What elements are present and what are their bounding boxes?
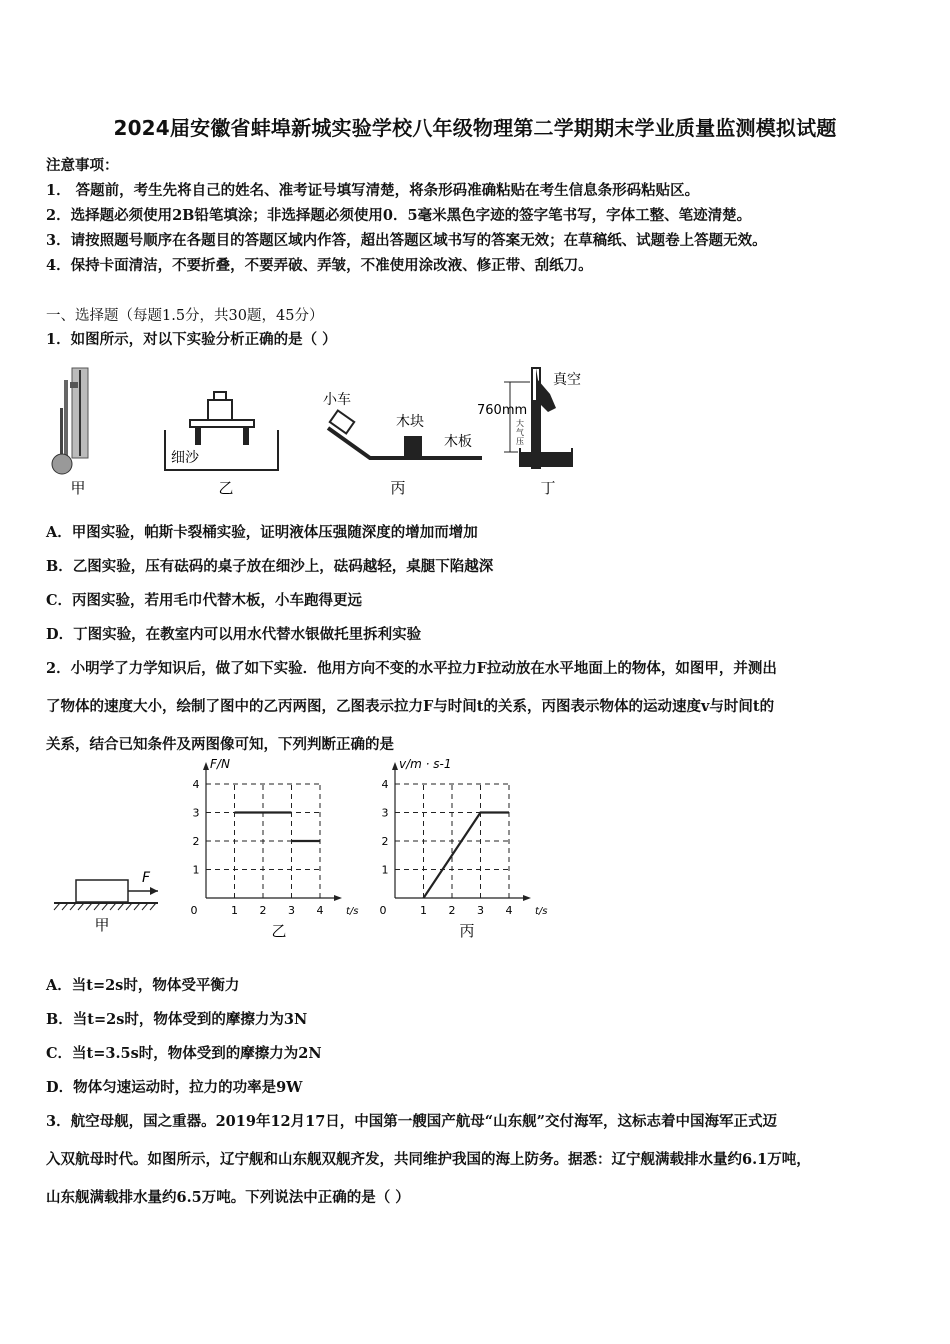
label-force-f: F — [142, 870, 151, 886]
y-tick-label: 2 — [192, 835, 200, 848]
x-tick-label: 2 — [448, 904, 456, 917]
q2-stem-1: 2．小明学了力学知识后，做了如下实验．他用方向不变的水平拉力F拉动放在水平地面上的物体，如图甲，并测出 — [46, 660, 777, 677]
figure-jia-barrel — [52, 368, 88, 474]
q1-option-b: B．乙图实验，压有砝码的桌子放在细沙上，砝码越轻，桌腿下陷越深 — [46, 558, 494, 575]
q2-option-d: D．物体匀速运动时，拉力的功率是9W — [46, 1079, 303, 1096]
y-tick-label: 4 — [381, 778, 389, 791]
label-atm-3: 压 — [516, 437, 524, 446]
label-sand: 细沙 — [171, 450, 199, 466]
y-axis-label: F/N — [210, 758, 230, 771]
notice-heading: 注意事项： — [46, 157, 119, 174]
x-tick-label: 0 — [379, 904, 387, 917]
notice-item-2: 2．选择题必须使用2B铅笔填涂；非选择题必须使用0．5毫米黑色字迹的签字笔书写，字体工整、笔迹清楚。 — [46, 207, 752, 224]
x-axis-arrow — [334, 895, 342, 901]
q2-stem-2: 了物体的速度大小，绘制了图中的乙丙两图，乙图表示拉力F与时间t的关系，丙图表示物体的运动速度v与时间t的 — [46, 698, 775, 715]
y-tick-label: 3 — [381, 806, 389, 820]
q1-option-d: D．丁图实验，在教室内可以用水代替水银做托里拆利实验 — [46, 626, 422, 643]
x-tick-label: 2 — [259, 904, 267, 917]
q2-option-c: C．当t=3.5s时，物体受到的摩擦力为2N — [46, 1045, 322, 1062]
x-tick-label: 1 — [231, 904, 238, 917]
caption-q2-yi: 乙 — [271, 922, 287, 940]
q3-stem-1: 3．航空母舰，国之重器。2019年12月17日，中国第一艘国产航母“山东舰”交付海军，这标志着中国海军正式迈 — [46, 1113, 777, 1130]
chart-velocity-time — [380, 758, 548, 917]
caption-jia: 甲 — [70, 479, 86, 497]
q1-stem: 1．如图所示，对以下实验分析正确的是（ ） — [46, 331, 337, 348]
q2-option-a: A．当t=2s时，物体受平衡力 — [46, 977, 240, 994]
label-760mm: 760mm — [477, 403, 528, 418]
caption-bing: 丙 — [390, 479, 406, 497]
x-tick-label: 3 — [288, 904, 295, 917]
x-tick-label: 1 — [420, 904, 427, 917]
x-axis-label: t/s — [535, 906, 548, 917]
y-tick-label: 1 — [381, 863, 389, 877]
x-tick-label: 0 — [190, 904, 198, 917]
section-heading: 一、选择题（每题1.5分，共30题，45分） — [46, 308, 324, 324]
x-tick-label: 3 — [477, 904, 484, 917]
x-axis-label: t/s — [346, 906, 359, 917]
label-vacuum: 真空 — [553, 372, 581, 388]
x-tick-label: 4 — [316, 904, 324, 917]
caption-yi: 乙 — [218, 479, 234, 497]
caption-q2-bing: 丙 — [459, 922, 475, 940]
y-axis-label: v/m · s-1 — [399, 758, 452, 771]
page-title: 2024届安徽省蚌埠新城实验学校八年级物理第二学期期末学业质量监测模拟试题 — [113, 116, 837, 140]
x-tick-label: 4 — [505, 904, 513, 917]
q3-stem-3: 山东舰满载排水量约6.5万吨。下列说法中正确的是（ ） — [46, 1189, 410, 1206]
label-atm-2: 气 — [516, 428, 524, 437]
label-block: 木块 — [396, 414, 424, 430]
q1-option-c: C．丙图实验，若用毛巾代替木板，小车跑得更远 — [46, 592, 363, 609]
y-axis-arrow — [203, 762, 209, 770]
caption-q2-jia: 甲 — [94, 916, 110, 934]
q2-option-b: B．当t=2s时，物体受到的摩擦力为3N — [46, 1011, 308, 1028]
y-tick-label: 4 — [192, 778, 200, 791]
caption-ding: 丁 — [540, 479, 556, 497]
y-axis-arrow — [392, 762, 398, 770]
notice-item-4: 4．保持卡面清洁，不要折叠，不要弄破、弄皱，不准使用涂改液、修正带、刮纸刀。 — [46, 257, 593, 274]
q1-option-a: A．甲图实验，帕斯卡裂桶实验，证明液体压强随深度的增加而增加 — [46, 524, 478, 541]
q2-figure — [50, 758, 570, 948]
notice-item-3: 3．请按照题号顺序在各题目的答题区域内作答，超出答题区域书写的答案无效；在草稿纸、试题卷上答题无效。 — [46, 232, 767, 249]
y-tick-label: 2 — [381, 835, 389, 848]
y-tick-label: 1 — [192, 863, 200, 877]
q3-stem-2: 入双航母时代。如图所示，辽宁舰和山东舰双舰齐发，共同维护我国的海上防务。据悉：辽宁舰满载排水量约6.1万吨， — [46, 1151, 811, 1168]
label-atm-1: 大 — [516, 419, 524, 428]
q1-figure — [40, 360, 600, 500]
label-board: 木板 — [444, 434, 472, 450]
series-line — [424, 813, 510, 899]
notice-item-1: 1． 答题前，考生先将自己的姓名、准考证号填写清楚，将条形码准确粘贴在考生信息条形码粘贴区。 — [46, 182, 700, 199]
x-axis-arrow — [523, 895, 531, 901]
chart-force-time — [191, 758, 359, 917]
y-tick-label: 3 — [192, 806, 200, 820]
q2-stem-3: 关系，结合已知条件及两图像可知，下列判断正确的是 — [46, 736, 394, 753]
label-cart: 小车 — [323, 392, 351, 408]
